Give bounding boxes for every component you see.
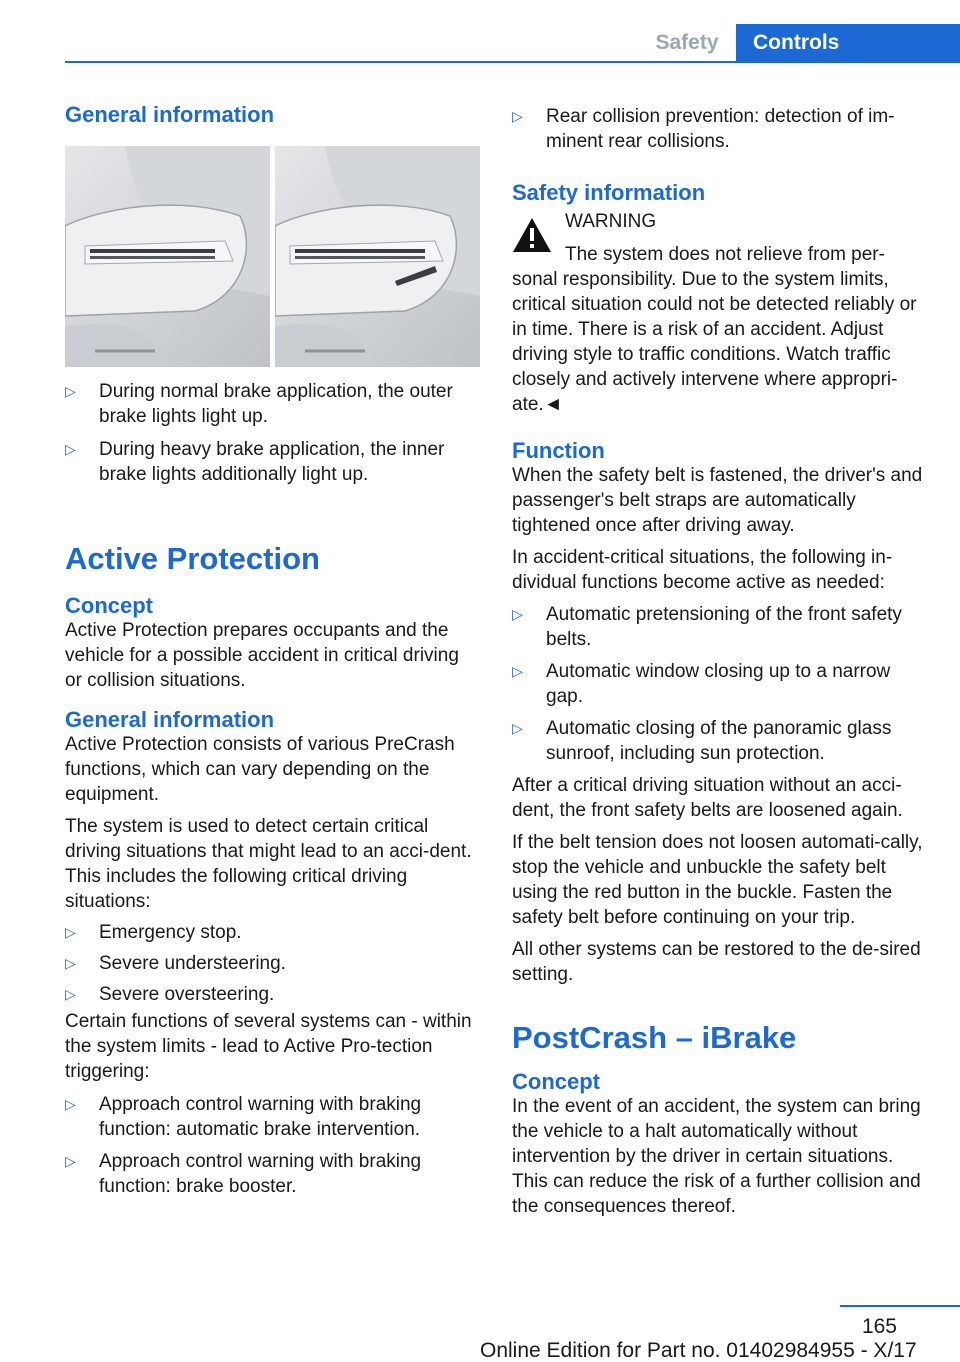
tab-controls[interactable]: Controls bbox=[736, 24, 960, 63]
after-text: After a critical driving situation without an acci‐dent, the front safety belts are loosened again. bbox=[512, 775, 903, 821]
concept-heading-2: Concept bbox=[512, 1069, 600, 1094]
general-info-heading: General information bbox=[65, 102, 275, 127]
page-number: 165 bbox=[861, 1315, 897, 1338]
list-item: ▷ Automatic window closing up to a narrow gap. bbox=[512, 661, 891, 707]
safety-info-heading: Safety information bbox=[512, 180, 706, 205]
trigger-list bbox=[65, 1092, 480, 1199]
bullet-icon: ▷ bbox=[512, 108, 523, 124]
warning-triangle-icon bbox=[512, 217, 552, 253]
bullet-icon: ▷ bbox=[65, 986, 76, 1002]
active-protection-heading: Active Protection bbox=[65, 541, 320, 576]
bullet-icon: ▷ bbox=[65, 924, 76, 940]
brake-light-photos bbox=[65, 146, 480, 367]
bullet-icon: ▷ bbox=[512, 606, 523, 622]
tail-light-photo-normal bbox=[65, 146, 270, 367]
warning-text-line1: The system does not relieve from per‐ bbox=[565, 244, 885, 265]
list-item: ▷ During normal brake application, the outer brake lights light up. bbox=[65, 381, 453, 427]
list-item: ▷ Approach control warning with braking function: brake booster. bbox=[65, 1151, 422, 1197]
concept-heading: Concept bbox=[65, 593, 153, 618]
bullet-icon: ▷ bbox=[512, 720, 523, 736]
bullet-icon: ▷ bbox=[65, 383, 76, 399]
list-item: ▷ Severe oversteering. bbox=[65, 984, 275, 1005]
situations-list bbox=[65, 920, 480, 1007]
function-list bbox=[512, 602, 930, 766]
list-item: ▷ Emergency stop. bbox=[65, 922, 242, 943]
tail-light-photo-heavy bbox=[275, 146, 480, 367]
edition-note: Online Edition for Part no. 01402984955 - X/17 bbox=[480, 1339, 917, 1362]
left-column bbox=[65, 100, 480, 1199]
brake-bullet-list bbox=[65, 379, 480, 487]
function-text: When the safety belt is fastened, the driver's and passenger's belt straps are automatically tightened once after driving away. bbox=[512, 465, 923, 536]
trigger-text: Certain functions of several systems can - within the system limits - lead to Active Pro‐tection triggering: bbox=[65, 1011, 472, 1082]
bullet-icon: ▷ bbox=[512, 663, 523, 679]
postcrash-heading: PostCrash – iBrake bbox=[512, 1020, 797, 1055]
general-info-heading-2: General information bbox=[65, 707, 275, 732]
restore-text: All other systems can be restored to the de‐sired setting. bbox=[512, 939, 921, 985]
concept-text-2: In the event of an accident, the system can bring the vehicle to a halt automatically without intervention by the driver in certain situations. This can reduce the risk of a further collision and the consequences thereof. bbox=[512, 1096, 921, 1217]
warning-text: sonal responsibility. Due to the system limits, critical situation could not be detected reliably or in time. There is a risk of an accident. Adjust driving style to traffic conditions. Watch traffic closely and actively intervene where appropri‐ate.◄ bbox=[512, 269, 917, 415]
bullet-icon: ▷ bbox=[65, 955, 76, 971]
belt-text: If the belt tension does not loosen automati‐cally, stop the vehicle and unbuckle the safety belt using the red button in the buckle. Fasten the safety belt before continuing on your trip. bbox=[512, 832, 923, 928]
list-item: ▷ During heavy brake application, the inner brake lights additionally light up. bbox=[65, 439, 445, 485]
bullet-icon: ▷ bbox=[65, 1096, 76, 1112]
footer-rule bbox=[840, 1305, 960, 1307]
list-item: ▷ Severe understeering. bbox=[65, 953, 286, 974]
detect-text: The system is used to detect certain critical driving situations that might lead to an acci‐dent. This includes the following critical driving situations: bbox=[65, 816, 472, 912]
critical-text: In accident-critical situations, the following in‐dividual functions become active as needed: bbox=[512, 547, 893, 593]
general-info-text: Active Protection consists of various PreCrash functions, which can vary depending on the equipment. bbox=[65, 734, 455, 805]
warning-block bbox=[512, 209, 930, 417]
function-heading: Function bbox=[512, 438, 605, 463]
list-item: ▷ Automatic pretensioning of the front safety belts. bbox=[512, 604, 902, 650]
list-item: ▷ Approach control warning with braking function: automatic brake intervention. bbox=[65, 1094, 422, 1140]
concept-text: Active Protection prepares occupants and the vehicle for a possible accident in critical driving or collision situations. bbox=[65, 620, 459, 691]
tab-safety[interactable]: Safety bbox=[655, 31, 719, 54]
bullet-icon: ▷ bbox=[65, 441, 76, 457]
list-item: ▷ Rear collision prevention: detection of im‐minent rear collisions. bbox=[512, 106, 895, 152]
bullet-icon: ▷ bbox=[65, 1153, 76, 1169]
warning-label: WARNING bbox=[565, 211, 657, 232]
right-column bbox=[512, 100, 930, 1219]
list-item: ▷ Automatic closing of the panoramic glass sunroof, including sun protection. bbox=[512, 718, 892, 764]
